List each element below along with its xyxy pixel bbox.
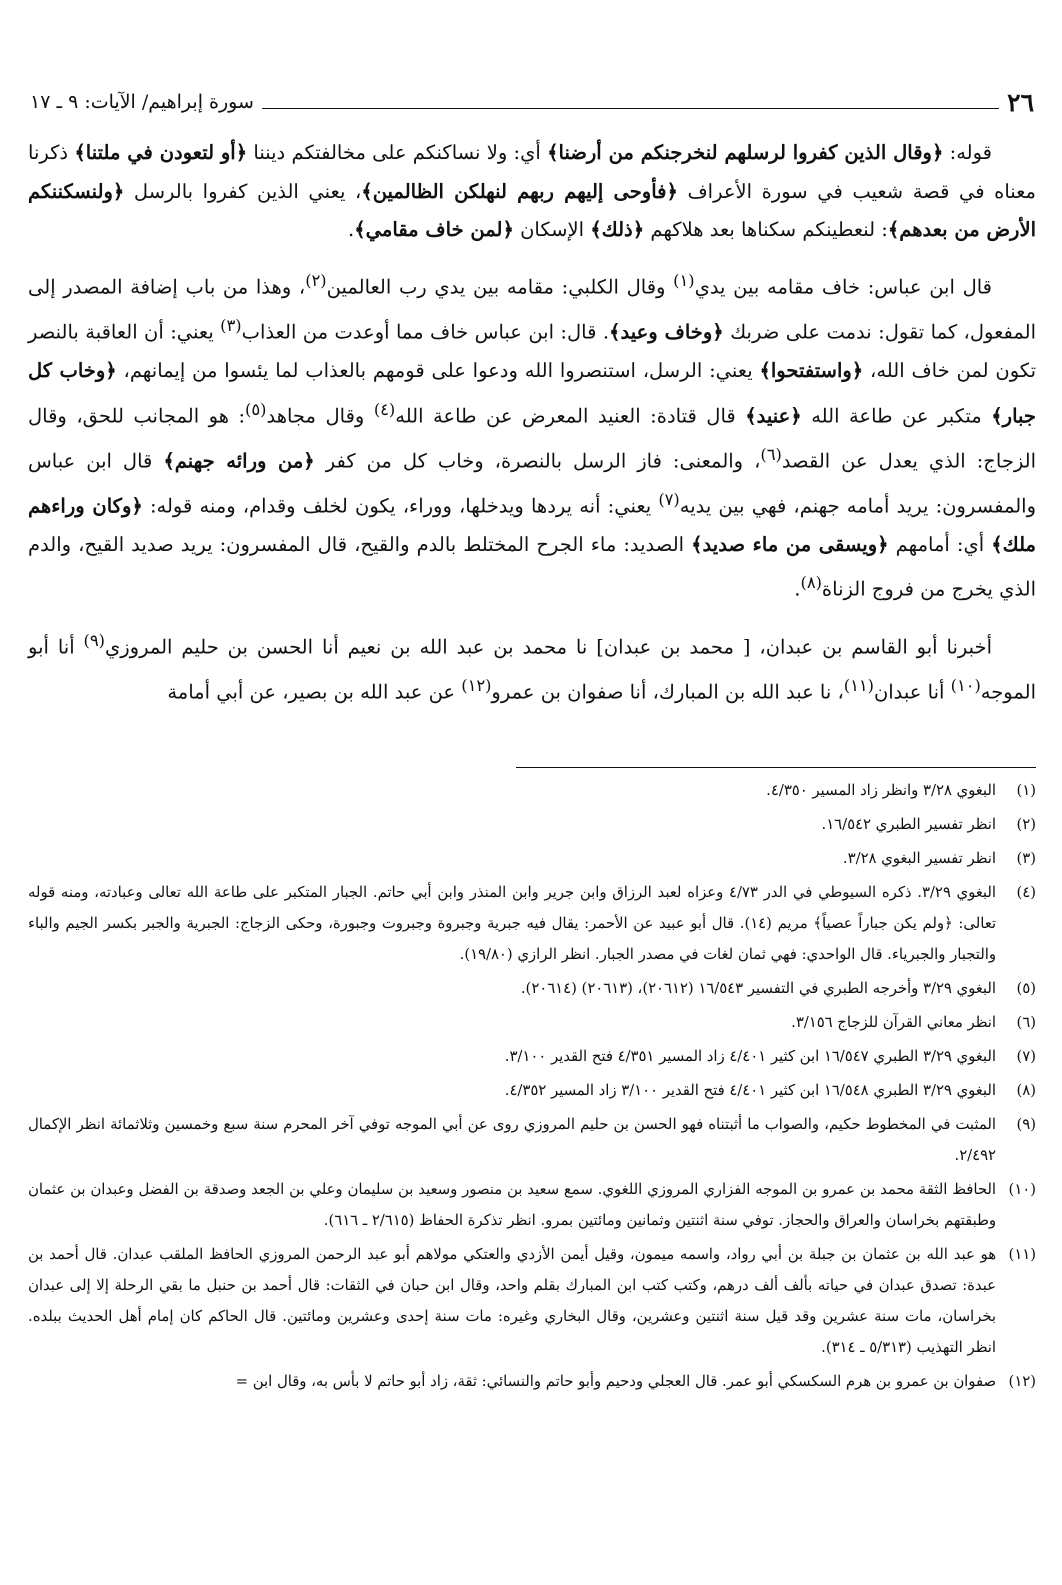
footnote xyxy=(28,1075,1036,1106)
footnote xyxy=(28,877,1036,970)
footnote-text: انظر معاني القرآن للزجاج ٣/١٥٦. xyxy=(791,1014,996,1031)
text-run: متكبر عن طاعة الله xyxy=(801,404,992,428)
quran-quote: ﴿ولنسكننكم الأرض من بعدهم﴾ xyxy=(28,179,1036,242)
text-run: : لنعطينكم سكناها بعد هلاكهم xyxy=(644,218,888,242)
text-run: أي: ولا نساكنكم على مخالفتكم ديننا xyxy=(247,141,548,164)
footnote-ref: (١٢) xyxy=(461,675,492,695)
text-run: وقال مجاهد xyxy=(266,404,374,428)
main-text xyxy=(28,134,1036,724)
footnote-text: البغوي ٣/٢٨ وانظر زاد المسير ٤/٣٥٠. xyxy=(766,782,996,799)
footnote-text: الحافظ الثقة محمد بن عمرو بن الموجه الفزاري المروزي اللغوي. سمع سعيد بن منصور وسعيد بن سليمان وعلي بن الجعد وصدقة بن الفضل وعبدان بن عثمان وطبقتهم بخراسان والعراق والحجاز. توفي سنة اثنتين وثمانين ومائتين بمرو. انظر تذكرة الحفاظ (٢/٦١٥ ـ ٦١٦). xyxy=(28,1181,996,1229)
quran-quote: ﴿من ورائه جهنم﴾ xyxy=(163,449,315,473)
text-run: . قال: ابن عباس خاف مما أوعدت من العذاب xyxy=(241,320,610,344)
footnote-number: (١٠) xyxy=(1008,1181,1036,1198)
quran-quote: ﴿لمن خاف مقامي﴾ xyxy=(354,218,514,242)
footnote-text: انظر تفسير البغوي ٣/٢٨. xyxy=(842,850,996,867)
text-run: ، يعني الذين كفروا بالرسل xyxy=(124,179,362,203)
footnote-text: صفوان بن عمرو بن هرم السكسكي أبو عمر. قال العجلي ودحيم وأبو حاتم والنسائي: ثقة، زاد أبو حاتم لا بأس به، وقال ابن = xyxy=(235,1373,996,1390)
footnote-ref: (٩) xyxy=(83,630,105,650)
quran-quote: ﴿فأوحى إليهم ربهم لنهلكن الظالمين﴾ xyxy=(361,179,678,203)
text-run: وقال الكلبي: مقامه بين يدي رب العالمين xyxy=(326,275,674,299)
footnote-ref: (٢) xyxy=(305,270,327,290)
paragraph xyxy=(28,622,1036,712)
footnote xyxy=(28,1174,1036,1236)
text-run: يعني: الرسل، استنصروا الله ودعوا على قومهم بالعذاب لما يئسوا من إيمانهم، xyxy=(116,358,760,382)
footnote-text: المثبت في المخطوط حكيم، والصواب ما أثبتناه فهو الحسن بن حليم المروزي روى عن أبي الموجه توفي آخر المحرم سنة سبع وخمسين وثلاثمائة انظر الإكمال ٢/٤٩٢. xyxy=(28,1116,996,1164)
quran-quote: ﴿ذلك﴾ xyxy=(590,218,645,242)
footnote-text: البغوي ٣/٢٩. ذكره السيوطي في الدر ٤/٧٣ وعزاه لعبد الرزاق وابن جرير وابن المنذر وابن أبي حاتم. الجبار المتكبر على طاعة الله تعالى وعبادته، ومنه قوله تعالى: ﴿ولم يكن جباراً عصياً﴾ مريم (١٤). قال أبو عبيد عن الأحمر: يقال فيه جبرية وجبروة وجبروت وجبورة، وحكى الزجاج: الجبرية والجبر بكسر الجيم والباء والتجبار والجبرياء. قال الواحدي: فهي ثمان لغات في مصدر الجبار. انظر الرازي (١٩/٨٠). xyxy=(28,884,997,963)
text-run: أخبرنا أبو القاسم بن عبدان، [ محمد بن عبدان] نا محمد بن عبد الله بن نعيم أنا الحسن بن حليم المروزي xyxy=(104,635,992,659)
footnote-number: (٧) xyxy=(1016,1048,1036,1065)
footnotes xyxy=(28,775,1036,1400)
quran-quote: ﴿وخاف وعيد﴾ xyxy=(609,320,724,344)
footnote-number: (٤) xyxy=(1016,884,1037,901)
footnote-ref: (١١) xyxy=(843,675,874,695)
quran-quote: ﴿وقال الذين كفروا لرسلهم لنخرجنكم من أرضنا﴾ xyxy=(547,141,944,164)
paragraph xyxy=(28,134,1036,250)
header-rule xyxy=(262,108,999,109)
text-run: أنا أبو الموجه xyxy=(28,635,1036,704)
footnote xyxy=(28,1109,1036,1171)
text-run: ذكرنا معناه في قصة شعيب في سورة الأعراف xyxy=(28,141,1036,203)
footnote-number: (١) xyxy=(1016,782,1036,799)
footnote-text: هو عبد الله بن عثمان بن جبلة بن أبي رواد، واسمه ميمون، وقيل أيمن الأزدي والعتكي مولاهم أبو عبد الرحمن المروزي الحافظ الملقب عبدان. قال أحمد بن عبدة: تصدق عبدان في حياته بألف ألف درهم، وكتب كتب ابن المبارك بقلم واحد، وقال ابن حبان في الثقات: قال أحمد بن حنبل ما بقي الرحلة إلا إلى عبدان بخراسان، مات سنة عشرين وقد قيل سنة اثنتين وعشرين، وقال البخاري وغيره: مات سنة إحدى وعشرين ومائتين. قال الحاكم كان إمام أهل الحديث ببلده. انظر التهذيب (٥/٣١٣ ـ ٣١٤). xyxy=(28,1246,996,1356)
running-title: سورة إبراهيم/ الآيات: ٩ ـ ١٧ xyxy=(30,91,254,113)
footnote-ref: (١) xyxy=(673,270,695,290)
text-run: قال ابن عباس والمفسرون: يريد أمامه جهنم، فهي بين يديه xyxy=(28,449,1036,518)
footnote-separator xyxy=(516,767,1036,768)
quran-quote: ﴿وخاب كل جبار﴾ xyxy=(28,358,1036,428)
footnote-number: (٢) xyxy=(1016,816,1036,833)
footnote-number: (١١) xyxy=(1008,1246,1036,1263)
page-header xyxy=(30,84,1034,120)
text-run: الصديد: ماء الجرح المختلط بالدم والقيح، قال المفسرون: يريد صديد القيح، والدم الذي يخرج من فروج الزناة xyxy=(28,532,1036,601)
footnote-number: (٨) xyxy=(1016,1082,1036,1099)
footnote xyxy=(28,1041,1036,1072)
footnote xyxy=(28,809,1036,840)
quran-quote: ﴿واستفتحوا﴾ xyxy=(759,358,864,382)
footnote-ref: (٣) xyxy=(220,315,242,335)
text-run: . xyxy=(348,218,355,242)
text-run: ، والمعنى: فاز الرسل بالنصرة، وخاب كل من كفر xyxy=(314,449,761,473)
footnote xyxy=(28,1007,1036,1038)
footnote-number: (٥) xyxy=(1016,980,1036,997)
text-run: قال قتادة: العنيد المعرض عن طاعة الله xyxy=(395,404,746,428)
text-run: الإسكان xyxy=(513,218,591,242)
footnote-ref: (٨) xyxy=(800,573,822,593)
footnote-ref: (٥) xyxy=(245,399,267,419)
page-number: ٢٦ xyxy=(1007,87,1034,117)
text-run: عن عبد الله بن بصير، عن أبي أمامة xyxy=(167,680,462,704)
footnote-text: البغوي ٣/٢٩ وأخرجه الطبري في التفسير ١٦/٥٤٣ (٢٠٦١٢)، (٢٠٦١٣) (٢٠٦١٤). xyxy=(520,980,996,997)
text-run: . xyxy=(794,577,801,601)
text-run: : هو المجانب للحق، وقال الزجاج: الذي يعدل عن القصد xyxy=(28,404,1036,473)
footnote-ref: (٦) xyxy=(760,444,782,464)
footnote-text: البغوي ٣/٢٩ الطبري ١٦/٥٤٧ ابن كثير ٤/٤٠١ زاد المسير ٤/٣٥١ فتح القدير ٣/١٠٠. xyxy=(504,1048,996,1065)
quran-quote: ﴿عنيد﴾ xyxy=(745,404,802,428)
text-run: يعني: أن العاقبة بالنصر تكون لمن خاف الله، xyxy=(28,320,1037,382)
footnote xyxy=(28,1366,1036,1397)
footnote-number: (١٢) xyxy=(1008,1373,1036,1390)
text-run: أنا عبدان xyxy=(873,680,951,704)
footnote xyxy=(28,973,1036,1004)
paragraph xyxy=(28,262,1036,610)
footnote-number: (٩) xyxy=(1016,1116,1036,1133)
text-run: ، نا عبد الله بن المبارك، أنا صفوان بن عمرو xyxy=(491,680,844,704)
footnote-ref: (١٠) xyxy=(950,675,981,695)
text-run: قال ابن عباس: خاف مقامه بين يدي xyxy=(694,275,992,299)
footnote xyxy=(28,1239,1036,1363)
footnote-ref: (٧) xyxy=(658,489,680,509)
quran-quote: ﴿أو لتعودن في ملتنا﴾ xyxy=(74,141,248,164)
footnote-text: انظر تفسير الطبري ١٦/٥٤٢. xyxy=(821,816,996,833)
quran-quote: ﴿وكان وراءهم ملك﴾ xyxy=(28,494,1036,556)
text-run: يعني: أنه يردها ويدخلها، ووراء، يكون لخلف وقدام، ومنه قوله: xyxy=(142,494,659,518)
footnote-ref: (٤) xyxy=(373,399,396,419)
footnote-text: البغوي ٣/٢٩ الطبري ١٦/٥٤٨ ابن كثير ٤/٤٠١ فتح القدير ٣/١٠٠ زاد المسير ٤/٣٥٢. xyxy=(504,1082,996,1099)
footnote-number: (٣) xyxy=(1016,850,1036,867)
footnote xyxy=(28,843,1036,874)
footnote-number: (٦) xyxy=(1016,1014,1036,1031)
text-run: ، وهذا من باب إضافة المصدر إلى المفعول، كما تقول: ندمت على ضربك xyxy=(28,275,1036,344)
quran-quote: ﴿ويسقى من ماء صديد﴾ xyxy=(691,532,889,556)
text-run: قوله: xyxy=(943,141,993,164)
text-run: أي: أمامهم xyxy=(888,532,992,556)
footnote xyxy=(28,775,1036,806)
